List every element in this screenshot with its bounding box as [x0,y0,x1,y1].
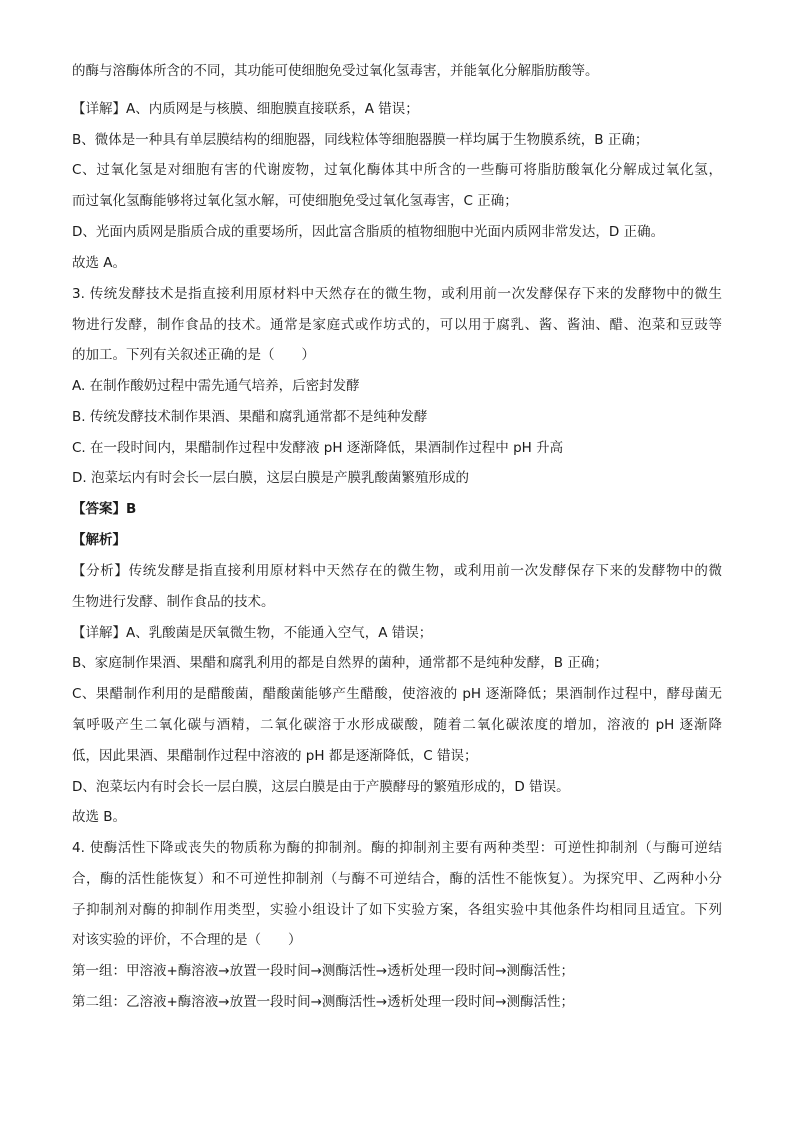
text-line: B、家庭制作果酒、果醋和腐乳利用的都是自然界的菌种，通常都不是纯种发酵，B 正确； [72,655,608,671]
text-line: 的酶与溶酶体所含的不同，其功能可使细胞免受过氧化氢毒害，并能氧化分解脂肪酸等。 [72,63,599,79]
question-line: 合，酶的活性能恢复）和不可逆性抑制剂（与酶不可逆结合，酶的活性不能恢复）。为探究甲、乙两种小分 [72,871,722,887]
text-line: 第二组：乙溶液+酶溶液→放置一段时间→测酶活性→透析处理一段时间→测酶活性； [72,994,575,1010]
text-line: 【详解】A、内质网是与核膜、细胞膜直接联系，A 错误； [72,101,419,117]
text-line: 氧呼吸产生二氧化碳与酒精，二氧化碳溶于水形成碳酸，随着二氧化碳浓度的增加，溶液的 pH 逐渐降 [72,717,722,733]
analysis-heading: 【解析】 [72,532,126,548]
text-line: 生物进行发酵、制作食品的技术。 [72,594,275,610]
question-line: 子抑制剂对酶的抑制作用类型，实验小组设计了如下实验方案，各组实验中其他条件均相同且适宜。下列 [72,902,722,918]
option-line: D. 泡菜坛内有时会长一层白膜，这层白膜是产膜乳酸菌繁殖形成的 [72,470,469,486]
text-line: C、果醋制作利用的是醋酸菌，醋酸菌能够产生醋酸，使溶液的 pH 逐渐降低；果酒制作过程中，酵母菌无 [72,686,722,702]
text-line: B、微体是一种具有单层膜结构的细胞器，同线粒体等细胞器膜一样均属于生物膜系统，B 正确； [72,132,649,148]
text-line: 第一组：甲溶液+酶溶液→放置一段时间→测酶活性→透析处理一段时间→测酶活性； [72,963,575,979]
text-line: 故选 B。 [72,809,127,825]
option-line: A. 在制作酸奶过程中需先通气培养，后密封发酵 [72,378,360,394]
option-line: C. 在一段时间内，果醋制作过程中发酵液 pH 逐渐降低，果酒制作过程中 pH 升高 [72,440,564,456]
question-line: 4. 使酶活性下降或丧失的物质称为酶的抑制剂。酶的抑制剂主要有两种类型：可逆性抑制剂（与酶可逆结 [72,840,722,856]
text-line: C、过氧化氢是对细胞有害的代谢废物，过氧化酶体其中所含的一些酶可将脂肪酸氧化分解成过氧化氢， [72,162,722,178]
option-line: B. 传统发酵技术制作果酒、果醋和腐乳通常都不是纯种发酵 [72,409,428,425]
text-line: 低，因此果酒、果醋制作过程中溶液的 pH 都是逐渐降低，C 错误； [72,748,478,764]
question-line: 的加工。下列有关叙述正确的是（ ） [72,347,315,363]
answer-line: 【答案】B [72,501,137,517]
text-line: 故选 A。 [72,255,127,271]
text-line: 【分析】传统发酵是指直接利用原材料中天然存在的微生物，或利用前一次发酵保存下来的发酵物中的微 [72,563,722,579]
text-line: D、光面内质网是脂质合成的重要场所，因此富含脂质的植物细胞中光面内质网非常发达，D 正确。 [72,224,665,240]
question-line: 对该实验的评价，不合理的是（ ） [72,932,302,948]
text-line: D、泡菜坛内有时会长一层白膜，这层白膜是由于产膜酵母的繁殖形成的，D 错误。 [72,779,570,795]
text-line: 而过氧化氢酶能够将过氧化氢水解，可使细胞免受过氧化氢毒害，C 正确； [72,193,518,209]
question-line: 物进行发酵，制作食品的技术。通常是家庭式或作坊式的，可以用于腐乳、酱、酱油、醋、泡菜和豆豉等 [72,317,722,333]
text-line: 【详解】A、乳酸菌是厌氧微生物，不能通入空气，A 错误； [72,625,433,641]
question-line: 3. 传统发酵技术是指直接利用原材料中天然存在的微生物，或利用前一次发酵保存下来的发酵物中的微生 [72,286,722,302]
